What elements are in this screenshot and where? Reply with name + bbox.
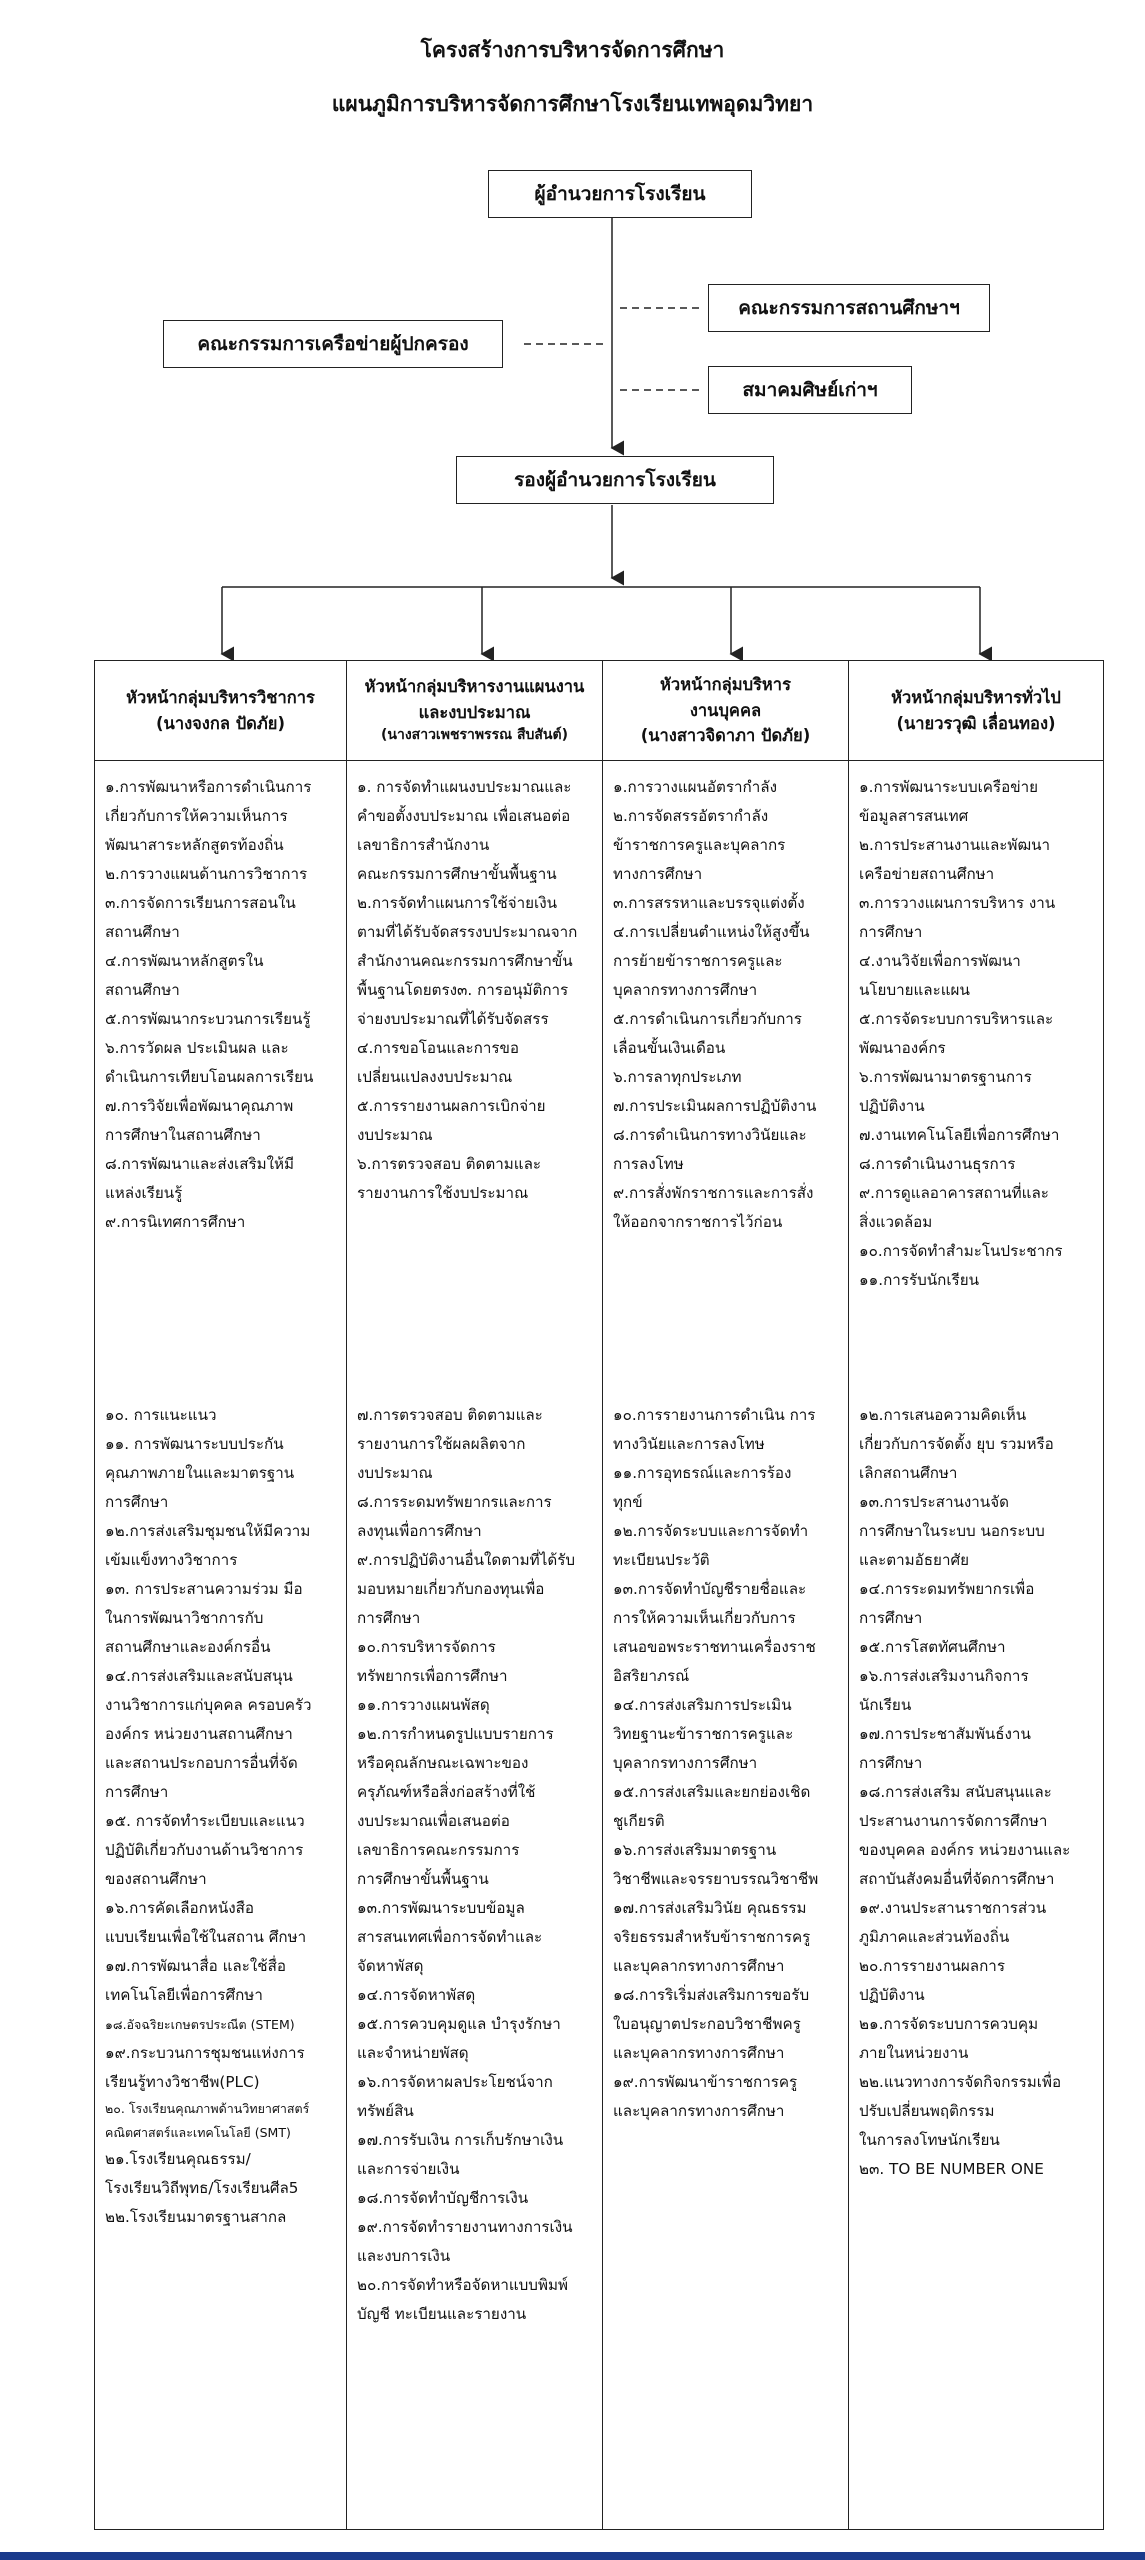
list-item: ๘.การดำเนินงานธุรการ <box>859 1155 1016 1173</box>
director-box: ผู้อำนวยการโรงเรียน <box>488 170 752 218</box>
list-item: ๑๔.การระดมทรัพยากรเพื่อ การศึกษา <box>859 1580 1035 1627</box>
list-item: ๖.การพัฒนามาตรฐานการ ปฏิบัติงาน <box>859 1068 1032 1115</box>
list-item: ๒.การประสานงานและพัฒนา เครือข่ายสถานศึกษา <box>859 836 1051 883</box>
list-item: ๕.การจัดระบบการบริหารและ พัฒนาองค์กร <box>859 1010 1054 1057</box>
list-item: ๑๙.กระบวนการชุมชนแห่งการ เรียนรู้ทางวิชาชีพ(PLC) <box>105 2044 305 2091</box>
list-item: ๔.การเปลี่ยนตำแหน่งให้สูงขึ้น การย้ายข้าราชการครูและ บุคลากรทางการศึกษา <box>613 923 810 999</box>
list-item: ๖.การลาทุกประเภท <box>613 1068 742 1086</box>
header-line: งานบุคคล <box>689 700 762 720</box>
school-board-box: คณะกรรมการสถานศึกษาฯ <box>708 284 990 332</box>
item-list <box>859 773 1095 1295</box>
list-item: ๗.การวิจัยเพื่อพัฒนาคุณภาพ การศึกษาในสถานศึกษา <box>105 1097 294 1144</box>
item-list-continued <box>613 1401 840 2126</box>
list-item: ๑๗.การประชาสัมพันธ์งาน การศึกษา <box>859 1725 1031 1772</box>
list-item: ๒๑.การจัดระบบการควบคุม ภายในหน่วยงาน <box>859 2015 1039 2062</box>
list-item: ๒๐.การรายงานผลการ ปฏิบัติงาน <box>859 1957 1005 2004</box>
department-table <box>94 660 1104 2530</box>
column-academic <box>95 661 347 2529</box>
list-item: ๑๘.การส่งเสริม สนับสนุนและ ประสานงานการจัดการศึกษา ของบุคคล องค์กร หน่วยงานและ สถาบันสังคมอื่นที่จัดการศึกษา <box>859 1783 1071 1888</box>
list-item: ๑๙.การจัดทำรายงานทางการเงิน และงบการเงิน <box>357 2218 573 2265</box>
list-item: ๒๑.โรงเรียนคุณธรรม/ โรงเรียนวิถีพุทธ/โรงเรียนศีล5 <box>105 2150 299 2197</box>
page-subtitle: แผนภูมิการบริหารจัดการศึกษาโรงเรียนเทพอุดมวิทยา <box>331 92 814 116</box>
item-list-continued <box>357 1401 594 2329</box>
list-item: ๑๙.การพัฒนาข้าราชการครู และบุคลากรทางการศึกษา <box>613 2073 798 2120</box>
list-item: ๒.การจัดทำแผนการใช้จ่ายเงิน ตามที่ได้รับจัดสรรงบประมาณจาก สำนักงานคณะกรรมการศึกษาขั้น พื้นฐานโดยตรง๓. การอนุมัติการ จ่ายงบประมาณที่ได้รับจัดสรร <box>357 894 578 1028</box>
list-item: ๔.การพัฒนาหลักสูตรใน สถานศึกษา <box>105 952 264 999</box>
parent-network-box: คณะกรรมการเครือข่ายผู้ปกครอง <box>163 320 503 368</box>
list-item: ๑. การจัดทำแผนงบประมาณและ คำขอตั้งงบประมาณ เพื่อเสนอต่อ เลขาธิการสำนักงาน คณะกรรมการศึกษาขั้นพื้นฐาน <box>357 778 572 883</box>
list-item: ๒๐.การจัดทำหรือจัดหาแบบพิมพ์ บัญชี ทะเบียนและรายงาน <box>357 2276 568 2323</box>
list-item: ๑๘.การจัดทำบัญชีการเงิน <box>357 2189 529 2207</box>
list-item: ๒๐. โรงเรียนคุณภาพด้านวิทยาศาสตร์ คณิตศาสตร์และเทคโนโลยี (SMT) <box>105 2101 310 2140</box>
header-line: หัวหน้ากลุ่มบริหาร <box>660 675 791 695</box>
list-item: ๑๘.การริเริ่มส่งเสริมการขอรับ ใบอนุญาตประกอบวิชาชีพครู และบุคลากรทางการศึกษา <box>613 1986 810 2062</box>
list-item: ๒๒.แนวทางการจัดกิจกรรมเพื่อ ปรับเปลี่ยนพฤติกรรม ในการลงโทษนักเรียน <box>859 2073 1062 2149</box>
list-item: ๑๒.การส่งเสริมชุมชนให้มีความ เข้มแข็งทางวิชาการ <box>105 1522 311 1569</box>
page-title: โครงสร้างการบริหารจัดการศึกษา <box>420 38 725 62</box>
list-item: ๑๑. การพัฒนาระบบประกัน คุณภาพภายในและมาตรฐาน การศึกษา <box>105 1435 295 1511</box>
list-item: ๘.การระดมทรัพยากรและการ ลงทุนเพื่อการศึกษา <box>357 1493 552 1540</box>
list-item: ๑๓.การจัดทำบัญชีรายชื่อและ การให้ความเห็นเกี่ยวกับการ เสนอขอพระราชทานเครื่องราช อิสริยาภรณ์ <box>613 1580 816 1685</box>
item-list <box>357 773 594 1208</box>
column-budget <box>347 661 603 2529</box>
column-personnel <box>603 661 849 2529</box>
list-item: ๒.การจัดสรรอัตรากำลัง ข้าราชการครูและบุคลากร ทางการศึกษา <box>613 807 786 883</box>
list-item: ๙.การปฏิบัติงานอื่นใดตามที่ได้รับ มอบหมายเกี่ยวกับกองทุนเพื่อ การศึกษา <box>357 1551 575 1627</box>
column-header <box>95 661 346 761</box>
list-item: ๑๕. การจัดทำระเบียบและแนว ปฏิบัติเกี่ยวกับงานด้านวิชาการ ของสถานศึกษา <box>105 1812 305 1888</box>
list-item: ๑๒.การกำหนดรูปแบบรายการ หรือคุณลักษณะเฉพาะของ ครุภัณฑ์หรือสิ่งก่อสร้างที่ใช้ งบประมาณเพื่อเสนอต่อ เลขาธิการคณะกรรมการ การศึกษาขั้นพื้นฐาน <box>357 1725 554 1888</box>
header-line: (นางจงกล ปัดภัย) <box>156 713 285 733</box>
list-item: ๙.การสั่งพักราชการและการสั่ง ให้ออกจากราชการไว้ก่อน <box>613 1184 814 1231</box>
list-item: ๑๓. การประสานความร่วม มือ ในการพัฒนาวิชาการกับ สถานศึกษาและองค์กรอื่น <box>105 1580 303 1656</box>
list-item: ๒.การวางแผนด้านการวิชาการ <box>105 865 308 883</box>
list-item: ๑๑.การอุทธรณ์และการร้อง ทุกข์ <box>613 1464 792 1511</box>
list-item: ๓.การสรรหาและบรรจุแต่งตั้ง <box>613 894 805 912</box>
header-line: (นางสาวจิดาภา ปัดภัย) <box>640 726 811 746</box>
list-item: ๑๐. การแนะแนว <box>105 1406 217 1424</box>
list-item: ๒๓. TO BE NUMBER ONE <box>859 2160 1044 2178</box>
list-item: ๑.การพัฒนาระบบเครือข่าย ข้อมูลสารสนเทศ <box>859 778 1039 825</box>
list-item: ๒๒.โรงเรียนมาตรฐานสากล <box>105 2208 287 2226</box>
list-item: ๑๗.การรับเงิน การเก็บรักษาเงิน และการจ่ายเงิน <box>357 2131 564 2178</box>
list-item: ๑๓.การพัฒนาระบบข้อมูล สารสนเทศเพื่อการจัดทำและ จัดหาพัสดุ <box>357 1899 543 1975</box>
list-item: ๑๒.การจัดระบบและการจัดทำ ทะเบียนประวัติ <box>613 1522 809 1569</box>
list-item: ๑.การวางแผนอัตรากำลัง <box>613 778 778 796</box>
list-item: ๓.การจัดการเรียนการสอนใน สถานศึกษา <box>105 894 296 941</box>
list-item: ๑๑.การรับนักเรียน <box>859 1271 979 1289</box>
list-item: ๑๗.การส่งเสริมวินัย คุณธรรม จริยธรรมสำหรับข้าราชการครู และบุคลากรทางการศึกษา <box>613 1899 811 1975</box>
list-item: ๑๖.การคัดเลือกหนังสือ แบบเรียนเพื่อใช้ในสถาน ศึกษา <box>105 1899 307 1946</box>
item-list <box>105 773 338 1237</box>
list-item: ๑๔.การจัดหาพัสดุ <box>357 1986 476 2004</box>
alumni-box: สมาคมศิษย์เก่าฯ <box>708 366 912 414</box>
list-item: ๔.งานวิจัยเพื่อการพัฒนา นโยบายและแผน <box>859 952 1021 999</box>
list-item: ๑๘.อัจฉริยะเกษตรประณีต (STEM) <box>105 2017 295 2032</box>
deputy-box: รองผู้อำนวยการโรงเรียน <box>456 456 774 504</box>
list-item: ๕.การดำเนินการเกี่ยวกับการ เลื่อนขั้นเงินเดือน <box>613 1010 802 1057</box>
header-line: หัวหน้ากลุ่มบริหารทั่วไป <box>891 687 1061 707</box>
column-header <box>347 661 602 761</box>
item-list-continued <box>859 1401 1095 2184</box>
list-item: ๓.การวางแผนการบริหาร งาน การศึกษา <box>859 894 1056 941</box>
header-line: และงบประมาณ <box>418 702 531 722</box>
list-item: ๑๕.การควบคุมดูแล บำรุงรักษา และจำหน่ายพัสดุ <box>357 2015 561 2062</box>
list-item: ๑๖.การจัดหาผลประโยชน์จาก ทรัพย์สิน <box>357 2073 553 2120</box>
column-header <box>603 661 848 761</box>
list-item: ๖.การตรวจสอบ ติดตามและ รายงานการใช้งบประมาณ <box>357 1155 542 1202</box>
list-item: ๑๒.การเสนอความคิดเห็น เกี่ยวกับการจัดตั้ง ยุบ รวมหรือ เลิกสถานศึกษา <box>859 1406 1054 1482</box>
list-item: ๑๔.การส่งเสริมและสนับสนุน งานวิชาการแก่บุคคล ครอบครัว องค์กร หน่วยงานสถานศึกษา และสถานประกอบการอื่นที่จัด การศึกษา <box>105 1667 312 1801</box>
list-item: ๑๙.งานประสานราชการส่วน ภูมิภาคและส่วนท้องถิ่น <box>859 1899 1047 1946</box>
bottom-bar <box>0 2552 1145 2560</box>
list-item: ๗.งานเทคโนโลยีเพื่อการศึกษา <box>859 1126 1060 1144</box>
list-item: ๖.การวัดผล ประเมินผล และ ดำเนินการเทียบโอนผลการเรียน <box>105 1039 314 1086</box>
list-item: ๘.การพัฒนาและส่งเสริมให้มี แหล่งเรียนรู้ <box>105 1155 295 1202</box>
list-item: ๑๑.การวางแผนพัสดุ <box>357 1696 490 1714</box>
header-line: (นางสาวเพชราพรรณ สืบสันต์) <box>381 727 568 744</box>
list-item: ๕.การรายงานผลการเบิกจ่าย งบประมาณ <box>357 1097 546 1144</box>
column-header <box>849 661 1103 761</box>
list-item: ๑๐.การจัดทำสำมะโนประชากร <box>859 1242 1063 1260</box>
header-line: (นายวรวุฒิ เลื่อนทอง) <box>896 713 1056 733</box>
list-item: ๑.การพัฒนาหรือการดำเนินการ เกี่ยวกับการให้ความเห็นการ พัฒนาสาระหลักสูตรท้องถิ่น <box>105 778 312 854</box>
header-line: หัวหน้ากลุ่มบริหารวิชาการ <box>126 687 315 707</box>
list-item: ๑๐.การบริหารจัดการ ทรัพยากรเพื่อการศึกษา <box>357 1638 508 1685</box>
list-item: ๙.การนิเทศการศึกษา <box>105 1213 246 1231</box>
list-item: ๑๖.การส่งเสริมงานกิจการ นักเรียน <box>859 1667 1029 1714</box>
list-item: ๑๐.การรายงานการดำเนิน การ ทางวินัยและการลงโทษ <box>613 1406 816 1453</box>
list-item: ๑๕.การโสตทัศนศึกษา <box>859 1638 1006 1656</box>
list-item: ๗.การตรวจสอบ ติดตามและ รายงานการใช้ผลผลิตจาก งบประมาณ <box>357 1406 543 1482</box>
item-list <box>613 773 840 1237</box>
item-list-continued <box>105 1401 338 2232</box>
header-line: หัวหน้ากลุ่มบริหารงานแผนงาน <box>364 677 585 697</box>
list-item: ๔.การขอโอนและการขอ เปลี่ยนแปลงงบประมาณ <box>357 1039 520 1086</box>
list-item: ๗.การประเมินผลการปฏิบัติงาน <box>613 1097 817 1115</box>
list-item: ๘.การดำเนินการทางวินัยและ การลงโทษ <box>613 1126 807 1173</box>
list-item: ๕.การพัฒนากระบวนการเรียนรู้ <box>105 1010 311 1028</box>
list-item: ๑๗.การพัฒนาสื่อ และใช้สื่อ เทคโนโลยีเพื่อการศึกษา <box>105 1957 286 2004</box>
list-item: ๑๓.การประสานงานจัด การศึกษาในระบบ นอกระบบ และตามอัธยาศัย <box>859 1493 1045 1569</box>
list-item: ๑๔.การส่งเสริมการประเมิน วิทยฐานะข้าราชการครูและ บุคลากรทางการศึกษา <box>613 1696 794 1772</box>
list-item: ๑๖.การส่งเสริมมาตรฐาน วิชาชีพและจรรยาบรรณวิชาชีพ <box>613 1841 819 1888</box>
list-item: ๙.การดูแลอาคารสถานที่และ สิ่งแวดล้อม <box>859 1184 1049 1231</box>
column-general <box>849 661 1103 2529</box>
list-item: ๑๕.การส่งเสริมและยกย่องเชิด ชูเกียรติ <box>613 1783 811 1830</box>
